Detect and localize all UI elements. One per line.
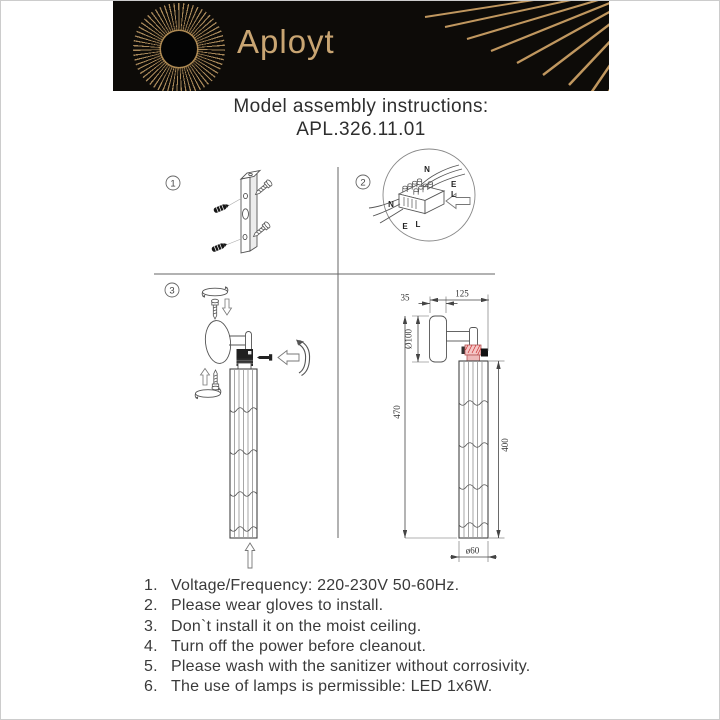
dim-canopy-diameter: Ø100 bbox=[403, 329, 414, 349]
item-number: 4. bbox=[144, 637, 158, 655]
item-text: Please wear gloves to install. bbox=[171, 597, 384, 615]
push-arrow-icon bbox=[446, 194, 470, 209]
deco-ring-icon bbox=[202, 286, 228, 298]
step-1-number: 1 bbox=[170, 178, 176, 190]
instruction-list bbox=[144, 576, 530, 698]
dim-canopy-depth: 35 bbox=[400, 292, 410, 303]
wall-anchor-icon bbox=[211, 242, 228, 253]
left-arrow-icon bbox=[278, 351, 299, 365]
model-number: APL.326.11.01 bbox=[296, 119, 426, 140]
list-item bbox=[144, 576, 530, 596]
list-item bbox=[144, 617, 530, 637]
item-text: Turn off the power before cleanout. bbox=[171, 637, 427, 655]
list-item bbox=[144, 637, 530, 657]
dim-total-height: 470 bbox=[392, 405, 402, 419]
step-1-drawing bbox=[166, 171, 273, 254]
up-arrow-icon bbox=[245, 543, 254, 568]
down-arrow-icon bbox=[223, 299, 232, 315]
item-number: 5. bbox=[144, 658, 158, 676]
ribbed-shade bbox=[230, 363, 257, 538]
item-number: 2. bbox=[144, 597, 158, 615]
screw-icon bbox=[212, 370, 219, 390]
dim-shade-diameter: ø60 bbox=[465, 545, 480, 556]
wire-label-l-in: L bbox=[451, 190, 456, 199]
step-3-drawing bbox=[165, 283, 310, 568]
set-screw-icon bbox=[257, 356, 269, 359]
wire-label-e-in: E bbox=[451, 180, 457, 189]
brand-name: Aployt bbox=[237, 23, 335, 60]
wires-out bbox=[369, 199, 403, 223]
ribbed-shade-side bbox=[459, 361, 488, 538]
up-arrow-icon bbox=[201, 369, 210, 386]
item-text: The use of lamps is permissible: LED 1x6W. bbox=[171, 678, 493, 696]
step-3-number: 3 bbox=[169, 285, 175, 297]
item-text: Don`t install it on the moist ceiling. bbox=[171, 617, 422, 635]
step-2-drawing bbox=[356, 149, 475, 241]
dim-projection: 125 bbox=[455, 288, 469, 299]
list-item bbox=[144, 657, 530, 677]
item-number: 1. bbox=[144, 577, 158, 594]
page-title: Model assembly instructions: bbox=[233, 96, 489, 117]
item-number: 6. bbox=[144, 678, 158, 696]
list-item bbox=[144, 596, 530, 616]
lamp-holder-detail bbox=[462, 345, 489, 361]
list-item bbox=[144, 677, 530, 697]
wire-label-l-out: L bbox=[415, 220, 421, 229]
screw-icon bbox=[211, 299, 218, 319]
wall-anchor-icon bbox=[213, 203, 230, 214]
dimension-drawing bbox=[392, 289, 510, 563]
dim-shade-height: 400 bbox=[500, 438, 510, 452]
item-text: Please wash with the sanitizer without corrosivity. bbox=[171, 658, 531, 676]
wire-label-n-out: N bbox=[388, 200, 394, 209]
step-2-number: 2 bbox=[360, 177, 366, 189]
wire-label-n-in: N bbox=[424, 165, 430, 174]
wire-label-e-out: E bbox=[402, 222, 408, 231]
item-text: Voltage/Frequency: 220-230V 50-60Hz. bbox=[171, 577, 460, 594]
item-number: 3. bbox=[144, 617, 158, 635]
